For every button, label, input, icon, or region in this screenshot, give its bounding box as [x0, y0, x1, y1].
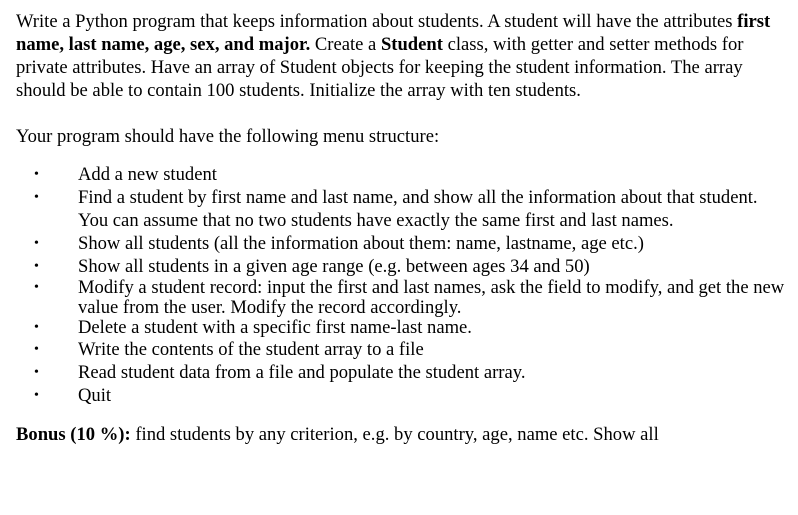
list-item-text: Modify a student record: input the first and last names, ask the field to modify, and get the new value from the user. Modify the record accordingly.: [78, 277, 785, 318]
intro-text-2: Create a: [310, 34, 381, 55]
bullet-icon: •: [34, 190, 39, 205]
bonus-label: Bonus (10 %):: [16, 424, 131, 445]
bonus-text: find students by any criterion, e.g. by country, age, name etc. Show all: [130, 424, 659, 445]
menu-intro-text: Your program should have the following menu structure:: [16, 126, 440, 147]
bullet-icon: •: [34, 259, 39, 274]
list-item: [16, 338, 786, 361]
list-item-text: Delete a student with a specific first name-last name.: [78, 317, 472, 338]
list-item: [16, 186, 786, 232]
list-item-text: Show all students in a given age range (e.g. between ages 34 and 50): [78, 256, 590, 277]
list-item: [16, 384, 786, 407]
intro-text-3: class, with getter and setter methods for private attributes. Have an array of Student objects for keeping the student information. The array should be able to contain 100 students. Initialize the array with ten students.: [16, 34, 744, 101]
intro-paragraph: [16, 10, 786, 102]
list-item-text: Add a new student: [78, 164, 217, 185]
list-item-text: Write the contents of the student array to a file: [78, 339, 424, 360]
student-class-bold: Student: [380, 34, 443, 55]
list-item: [16, 278, 786, 318]
list-item: [16, 255, 786, 278]
list-item-text: Find a student by first name and last name, and show all the information about that student. You can assume that no two students have exactly the same first and last names.: [78, 187, 758, 231]
list-item-text: Quit: [78, 385, 112, 406]
list-item: [16, 232, 786, 255]
bullet-icon: •: [34, 320, 39, 335]
bonus-paragraph: [16, 423, 786, 446]
list-item: [16, 318, 786, 338]
attributes-bold: first name, last name, age, sex, and major.: [16, 11, 771, 55]
list-item: [16, 163, 786, 186]
list-item-text: Show all students (all the information about them: name, lastname, age etc.): [78, 233, 644, 254]
bullet-icon: •: [34, 342, 39, 357]
document-body: [16, 10, 786, 446]
intro-text-1: Write a Python program that keeps information about students. A student will have the attributes: [16, 11, 738, 32]
bullet-icon: •: [34, 388, 39, 403]
bullet-icon: •: [34, 167, 39, 182]
list-item: [16, 361, 786, 384]
list-item-text: Read student data from a file and populate the student array.: [78, 362, 526, 383]
bullet-icon: •: [34, 236, 39, 251]
bullet-icon: •: [34, 280, 39, 295]
bullet-icon: •: [34, 365, 39, 380]
menu-list: [16, 163, 786, 407]
